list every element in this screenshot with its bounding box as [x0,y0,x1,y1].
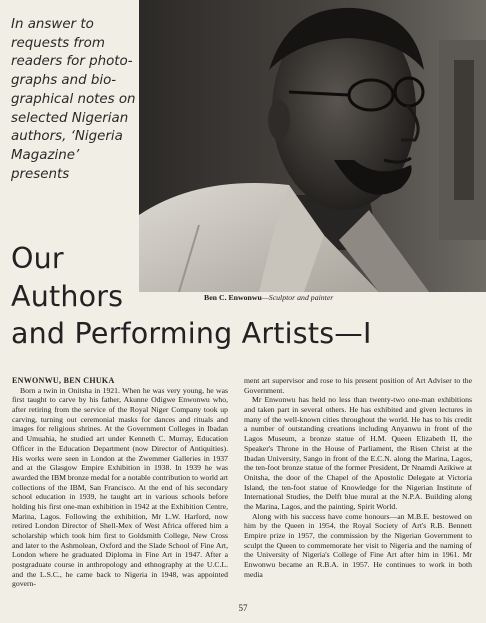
article-column-left [12,376,228,589]
caption-role: —Sculptor and painter [261,293,334,302]
page-number: 57 [238,603,248,613]
article-column-right [244,376,472,579]
page-headline: Our Authors and Performing Artists—I [11,242,372,350]
entry-heading: ENWONWU, BEN CHUKA [12,376,115,385]
article-paragraph: Along with his success have come honours—an M.B.E. bestowed on him by the Queen in 1954, the Royal Society of Art's R.B. Bennett Empire prize in 1957, the commission by the Nigerian Government to sculpt the Queen to commemorate her visit to Nigeria and the naming of the University of Nigeria's College of Fine Art after him in 1961. Mr Enwonwu became an R.B.A. in 1957. He continues to work in both media [244,511,472,579]
caption-name: Ben C. Enwonwu [204,293,262,302]
article-paragraph: Mr Enwonwu has held no less than twenty-two one-man exhibitions and taken part in several others. He has exhibited and given lectures in many of the well-known cities throughout the world. He has to his credit a number of outstanding creations including Anyanwu in front of the Lagos Museum, a bronze statue of H.M. Queen Elizabeth II, the Speaker's Throne in the House of Parliament, the Risen Christ at the Ibadan University, Sango in front of the E.C.N. along the Marina, Lagos, the ten-foot bronze statue of the former President, Dr Nnamdi Azikiwe at Onitsha, the door of the Chapel of the Apostolic Delegate at Victoria Island, the ten-foot statue of Knowledge for the Nigerian Institute of International Studies, the Delft blue mural at the N.P.A. Building along the Marina, Lagos, and the painting, Spirit World. [244,395,472,511]
article-paragraph: ment art supervisor and rose to his present position of Art Adviser to the Government. [244,376,472,395]
intro-text: In answer to requests from readers for photo- graphs and bio- graphical notes on selected Nigerian authors, ‘Nigeria Magazine’ presents [11,17,136,182]
article-paragraph: Born a twin in Onitsha in 1921. When he was very young, he was first taught to carve by his father, Akunne Odigwe Enwonwu who, after retiring from the service of the Royal Niger Company took up carving, turning out ceremonial masks for dances and rituals and images for religious shrines. At the Government Colleges in Ibadan and Umuahia, he studied art under Kenneth C. Murray, Education Officer in the Education Department (now Director of Antiquities). His works were seen in London at the Zwemmer Galleries in 1937 and at the Glasgow Empire Exhibition in 1938. In 1939 he was awarded the IBM bronze medal for a notable contribution to world art collections of the IBM, San Francisco. At the end of his secondary school education in 1939, he taught art in various schools before holding his first one-man exhibition in 1942 at the Exhibition Centre, Marina, Lagos. Following the exhibition, Mr L.W. Harford, now retired London Director of Shell-Mex of West Africa offered him a scholarship which took him first to Goldsmith College, New Cross and later to the Ashmolean, Oxford and the Slade School of Fine Art, London where he graduated Diploma in Fine Art in 1947. After a postgraduate course in anthropology and ethnography at the U.C.L. and the L.S.C., he came back to Nigeria in 1948, was appointed govern- [12,385,228,589]
